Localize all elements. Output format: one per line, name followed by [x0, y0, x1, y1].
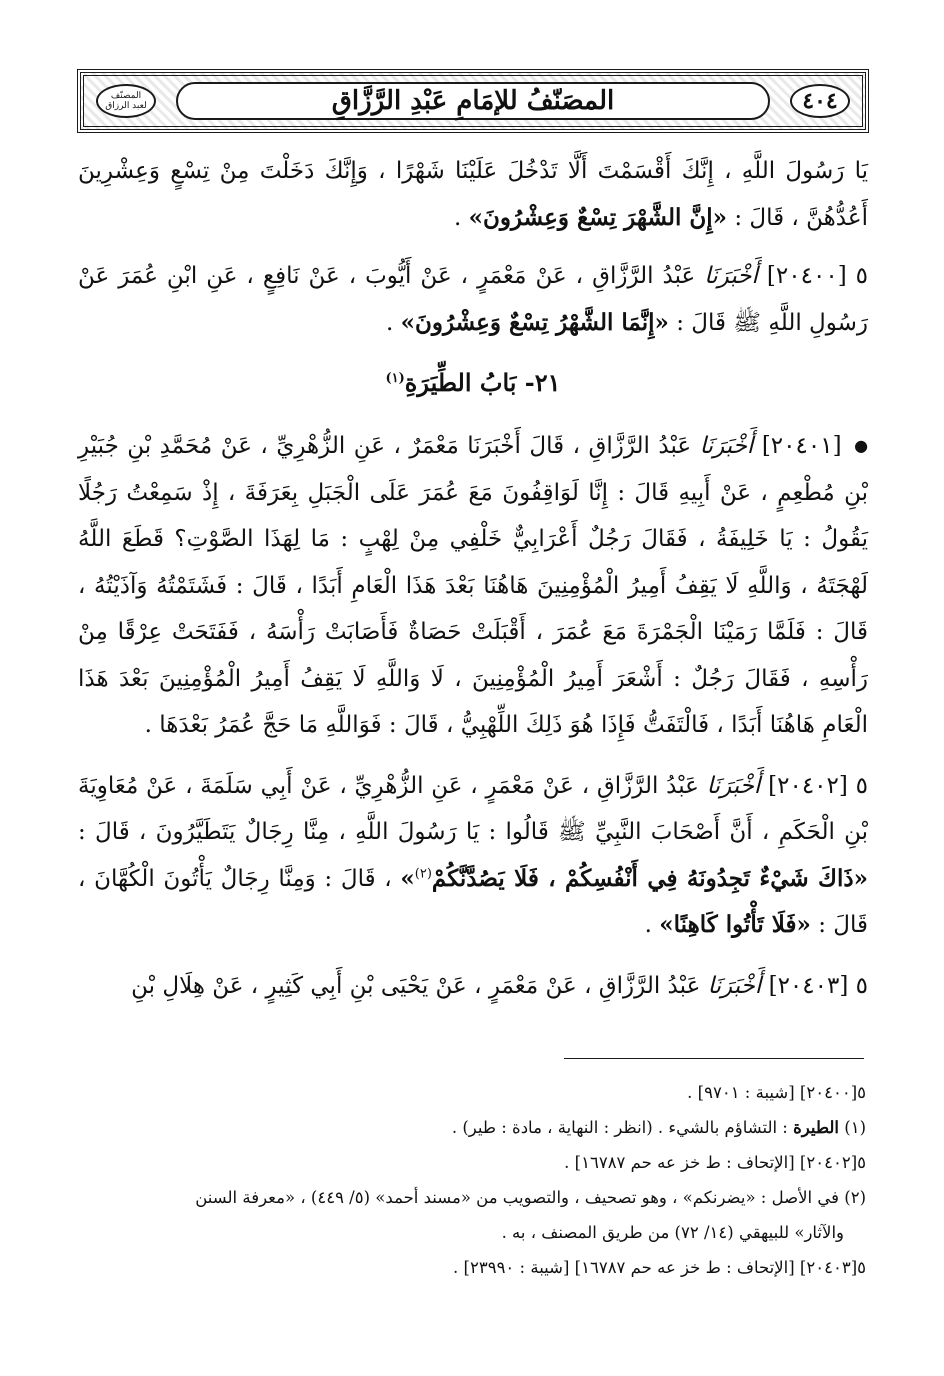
sentence-end: .: [453, 204, 462, 231]
footnote-2-line-2: والآثار» للبيهقي (١٤/ ٧٢) من طريق المصنف ، به .: [501, 1223, 844, 1242]
hadith-number: [٢٠٤٠١]: [761, 432, 842, 459]
footnote-20402: ٥[٢٠٤٠٢] [الإتحاف : ط خز عه حم ١٦٧٨٧] .: [564, 1153, 866, 1172]
chapter-heading: [78, 360, 868, 407]
isnad-opening: أَخْبَرَنَا: [704, 263, 758, 289]
continued-line-1: يَا رَسُولَ اللَّهِ ، إِنَّكَ أَقْسَمْتَ أَلَّا تَدْخُلَ عَلَيْنَا شَهْرًا ، وَإِنَّكَ دَخَلْتَ مِنْ تِسْعٍ وَعِشْرِينَ: [78, 158, 868, 184]
footnote-1-ref: (١): [844, 1118, 866, 1137]
footnote-ref-2[interactable]: (٢): [414, 866, 432, 882]
hadith-marker: ٥: [855, 263, 869, 289]
footnote-20400: ٥[٢٠٤٠٠] [شيبة : ٩٧٠١] .: [687, 1083, 866, 1102]
hadith-20403: [78, 963, 868, 1010]
seal-line-1: المصنّف: [110, 91, 142, 101]
hadith-20402: [78, 763, 868, 949]
hadith-number: [٢٠٤٠٢]: [768, 772, 848, 799]
hadith-quote: «ذَاكَ شَيْءٌ تَجِدُونَهُ فِي أَنْفُسِكُمْ ، فَلَا يَصُدَّنَّكُمْ: [431, 864, 869, 892]
hadith-number: [٢٠٤٠٠]: [766, 263, 847, 289]
sentence-end: .: [644, 912, 652, 939]
sentence-end: .: [385, 309, 394, 336]
chapter-title: ٢١- بَابُ الطِّيَرَةِ: [404, 368, 561, 397]
hadith-20401: [78, 423, 868, 749]
hadith-marker: ٥: [855, 772, 869, 799]
hadith-quote: «إِنَّ الشَّهْرَ تِسْعٌ وَعِشْرُونَ»: [468, 203, 728, 231]
isnad-opening: أَخْبَرَنَا: [699, 432, 754, 459]
page-number-ornament: [790, 84, 850, 118]
isnad-opening: أَخْبَرَنَا: [707, 972, 762, 999]
page-number: ٤٠٤: [802, 88, 838, 114]
footnote-separator: [564, 1058, 864, 1059]
hadith-text-continued: ، قَالَ : وَمِنَّا رِجَالٌ يَأْتُونَ الْكُهَّانَ ، قَالَ :: [78, 865, 868, 939]
hadith-marker: ٥: [855, 972, 868, 999]
page-header: [80, 72, 866, 130]
hadith-text: عَبْدُ الرَّزَّاقِ ، عَنْ مَعْمَرٍ ، عَنْ أَيُّوبَ ، عَنْ نَافِعٍ ، عَنِ ابْنِ عُمَرَ عَنْ رَسُولِ اللَّهِ ﷺ قَالَ :: [78, 263, 868, 336]
footnotes: [80, 1075, 866, 1285]
footnote-2-line-1: (٢) في الأصل : «يضرنكم» ، وهو تصحيف ، والتصويب من «مسند أحمد» (٥/ ٤٤٩) ، «معرفة السنن: [195, 1188, 866, 1207]
hadith-text: عَبْدُ الرَّزَّاقِ ، عَنْ مَعْمَرٍ ، عَنِ الزُّهْرِيِّ ، عَنْ أَبِي سَلَمَةَ ، عَنْ مُعَاوِيَةَ بْنِ الْحَكَمِ ، أَنَّ أَصْحَابَ النَّبِيِّ ﷺ قَالُوا : يَا رَسُولَ اللَّهِ ، مِنَّا رِجَالٌ يَتَطَيَّرُونَ ، قَالَ :: [78, 772, 868, 846]
book-seal: [105, 91, 146, 111]
header-title-frame: [176, 82, 770, 120]
isnad-opening: أَخْبَرَنَا: [706, 772, 761, 799]
book-seal-ornament: [96, 84, 156, 118]
footnote-1-text: : التشاؤم بالشيء . (انظر : النهاية ، مادة : طير) .: [451, 1118, 788, 1137]
hadith-quote: «فَلَا تَأْتُوا كَاهِنًا»: [659, 911, 811, 939]
footnote-ref-1[interactable]: (١): [385, 371, 405, 386]
book-title: المصَنّفُ للإمَامِ عَبْدِ الرَّزَّاقِ: [331, 86, 615, 116]
hadith-text: عَبْدُ الرَّزَّاقِ ، قَالَ أَخْبَرَنَا مَعْمَرٌ ، عَنِ الزُّهْرِيِّ ، عَنْ مُحَمَّدِ بْنِ جُبَيْرِ بْنِ مُطْعِمٍ ، عَنْ أَبِيهِ قَالَ : إِنَّا لَوَاقِفُونَ مَعَ عُمَرَ عَلَى الْجَبَلِ بِعَرَفَةَ ، إِذْ سَمِعْتُ رَجُلًا يَقُولُ : يَا خَلِيفَةُ ، فَقَالَ رَجُلٌ أَعْرَابِيٌّ خَلْفِي مِنْ لِهْبٍ : مَا لِهَذَا الصَّوْتِ؟ قَطَعَ اللَّهُ لَهْجَتَهُ ، وَاللَّهِ لَا يَقِفُ أَمِيرُ الْمُؤْمِنِينَ هَاهُنَا بَعْدَ هَذَا الْعَامِ أَبَدًا ، قَالَ : فَشَتَمْتُهُ وَآذَيْتُهُ ، قَالَ : فَلَمَّا رَمَيْنَا الْجَمْرَةَ مَعَ عُمَرَ ، أَقْبَلَتْ حَصَاةٌ فَأَصَابَتْ رَأْسَهُ ، فَفَتَحَتْ عِرْقًا مِنْ رَأْسِهِ ، فَقَالَ رَجُلٌ : أَشْعَرَ أَمِيرُ الْمُؤْمِنِينَ ، لَا وَاللَّهِ لَا يَقِفُ أَمِيرُ الْمُؤْمِنِينَ بَعْدَ هَذَا الْعَامِ هَاهُنَا أَبَدًا ، فَالْتَفَتُّ فَإِذَا هُوَ ذَلِكَ اللِّهْبِيُّ ، قَالَ : فَوَاللَّهِ مَا حَجَّ عُمَرُ بَعْدَهَا .: [78, 432, 868, 739]
hadith-number: [٢٠٤٠٣]: [768, 972, 849, 999]
hadith-20400: [78, 253, 868, 346]
continued-line-2: أَعُدُّهُنَّ ، قَالَ :: [734, 204, 868, 231]
hadith-marker: ●: [854, 436, 869, 456]
hadith-quote: «إِنَّمَا الشَّهْرُ تِسْعٌ وَعِشْرُونَ»: [400, 308, 669, 336]
footnote-1: [80, 1110, 866, 1145]
continued-paragraph: [78, 148, 868, 241]
hadith-text: عَبْدُ الرَّزَّاقِ ، عَنْ مَعْمَرٍ ، عَنْ يَحْيَى بْنِ أَبِي كَثِيرٍ ، عَنْ هِلَالِ بْنِ: [131, 972, 701, 999]
quote-close: »: [400, 864, 415, 892]
seal-line-2: لعبد الرزاق: [105, 101, 147, 111]
footnote-20403: ٥[٢٠٤٠٣] [الإتحاف : ط خز عه حم ١٦٧٨٧] [شيبة : ٢٣٩٩٠] .: [453, 1258, 866, 1277]
footnote-1-term: الطيرة: [793, 1118, 839, 1137]
main-text: [78, 148, 868, 1023]
